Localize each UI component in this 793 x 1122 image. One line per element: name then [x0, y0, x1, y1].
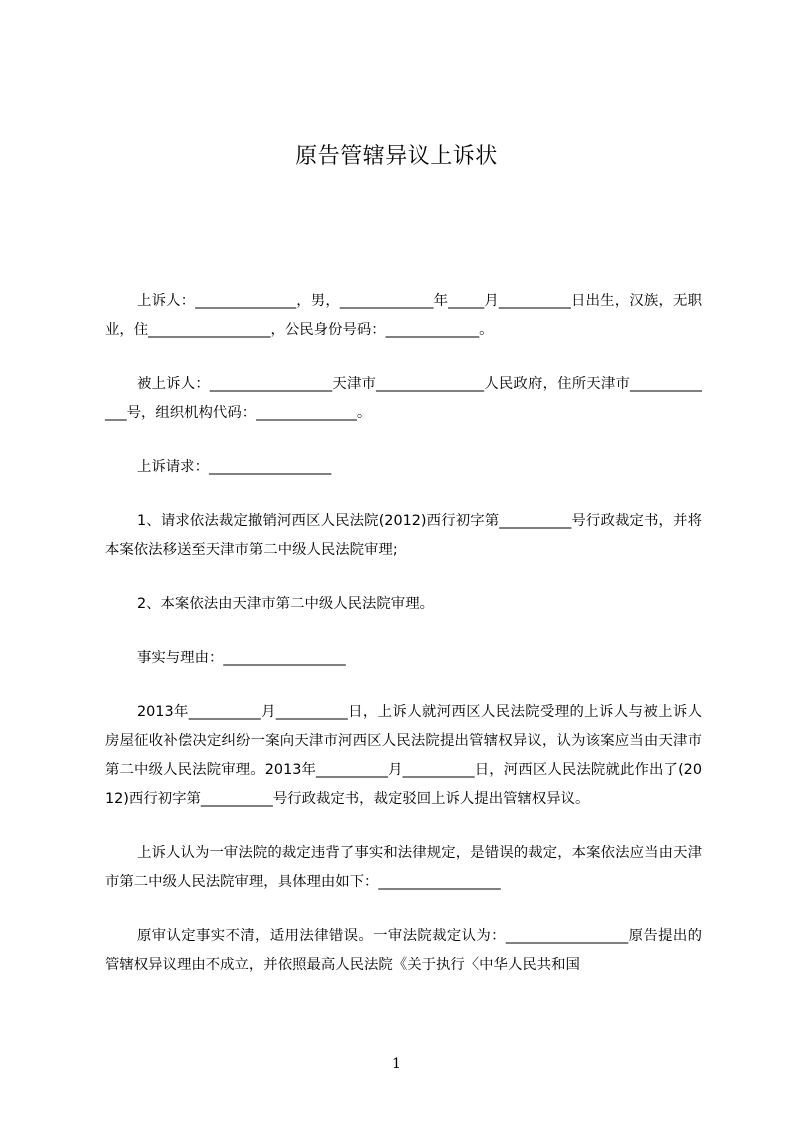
paragraph-appellant: 上诉人：______________，男，_____________年_____月__________日出生，汉族，无职业，住_________________，公民身份号码：_____________。 — [105, 293, 702, 338]
paragraph-appellee: 被上诉人：_________________天津市_______________人民政府，住所天津市_____________号，组织机构代码：______________。 — [105, 376, 702, 421]
page-number: 1 — [392, 1056, 401, 1072]
document-body — [105, 287, 702, 1005]
paragraph-facts-body: 2013年__________月__________日，上诉人就河西区人民法院受理的上诉人与被上诉人房屋征收补偿决定纠纷一案向天津市河西区人民法院提出管辖权异议，认为该案应当由天津市第二中级人民法院审理。2013年__________月__________日，河西区人民法院就此作出了(2012)西行初字第__________号行政裁定书，裁定驳回上诉人提出管辖权异议。 — [105, 704, 702, 807]
paragraph-request-1: 1、请求依法裁定撤销河西区人民法院(2012)西行初字第__________号行政裁定书，并将本案依法移送至天津市第二中级人民法院审理; — [105, 513, 702, 558]
document-title: 原告管辖异议上诉状 — [295, 144, 498, 169]
paragraph-appeal-requests-heading: 上诉请求：_________________ — [137, 459, 332, 475]
paragraph-facts-heading: 事实与理由：_________________ — [137, 650, 346, 666]
paragraph-original-ruling: 原审认定事实不清，适用法律错误。一审法院裁定认为：_________________原告提出的管辖权异议理由不成立，并依照最高人民法院《关于执行〈中华人民共和国 — [105, 928, 702, 973]
paragraph-request-2: 2、本案依法由天津市第二中级人民法院审理。 — [137, 596, 434, 612]
paragraph-appellant-opinion: 上诉人认为一审法院的裁定违背了事实和法律规定，是错误的裁定，本案依法应当由天津市第二中级人民法院审理，具体理由如下：_________________ — [105, 845, 702, 890]
